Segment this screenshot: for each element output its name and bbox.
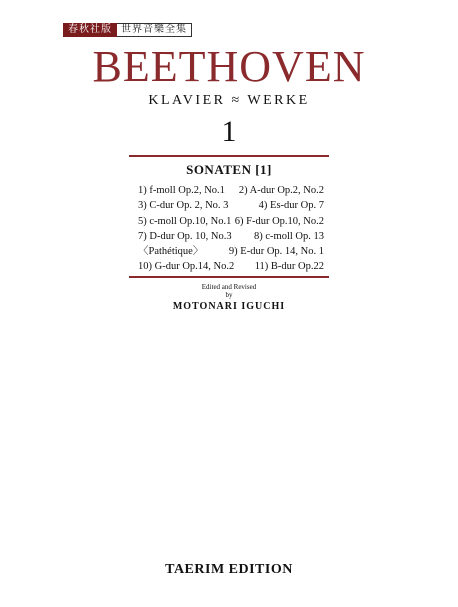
- work-subtitle: KLAVIER ≈ WERKE: [148, 93, 310, 108]
- sonata-line: [138, 229, 324, 244]
- sonata-line: [138, 183, 324, 198]
- sonata-entry: 1) f-moll Op.2, No.1: [138, 185, 225, 196]
- publisher-label: 春秋社版: [63, 23, 117, 37]
- sonata-entry: 8) c-moll Op. 13: [254, 230, 324, 242]
- section-title: SONATEN [1]: [186, 162, 272, 177]
- sonata-entry: 3) C-dur Op. 2, No. 3: [138, 200, 229, 212]
- sonata-entry: 10) G-dur Op.14, No.2: [138, 261, 235, 273]
- publisher-series-label: [63, 23, 192, 37]
- sonata-list: [138, 183, 324, 275]
- sonata-entry: 4) Es-dur Op. 7: [258, 200, 324, 212]
- sonata-line: [138, 214, 324, 229]
- sonata-entry: 11) B-dur Op.22: [254, 261, 324, 273]
- sonata-entry: 2) A-dur Op.2, No.2: [238, 185, 324, 196]
- sonata-line: [138, 198, 324, 213]
- sonata-line: [138, 259, 324, 274]
- sonata-entry: 〈Pathétique〉: [138, 246, 204, 258]
- edition-label: TAERIM EDITION: [165, 562, 293, 577]
- edited-line: Edited and Revised: [201, 283, 257, 291]
- volume-number: 1: [221, 115, 237, 148]
- editor-name: MOTONARI IGUCHI: [172, 301, 286, 312]
- series-label: 世界音樂全集: [117, 23, 192, 37]
- top-divider: [129, 155, 329, 157]
- sonata-line: [138, 244, 324, 259]
- edited-by: by: [225, 291, 233, 299]
- sonata-entry: 6) F-dur Op.10, No.2: [234, 215, 324, 227]
- composer-title: BEETHOVEN: [92, 42, 366, 91]
- sonata-entry: 5) c-moll Op.10, No.1: [138, 215, 232, 227]
- bottom-divider: [129, 276, 329, 278]
- sonata-entry: 9) E-dur Op. 14, No. 1: [228, 246, 324, 258]
- edited-credit: [0, 283, 458, 299]
- sonata-entry: 7) D-dur Op. 10, No.3: [138, 230, 232, 242]
